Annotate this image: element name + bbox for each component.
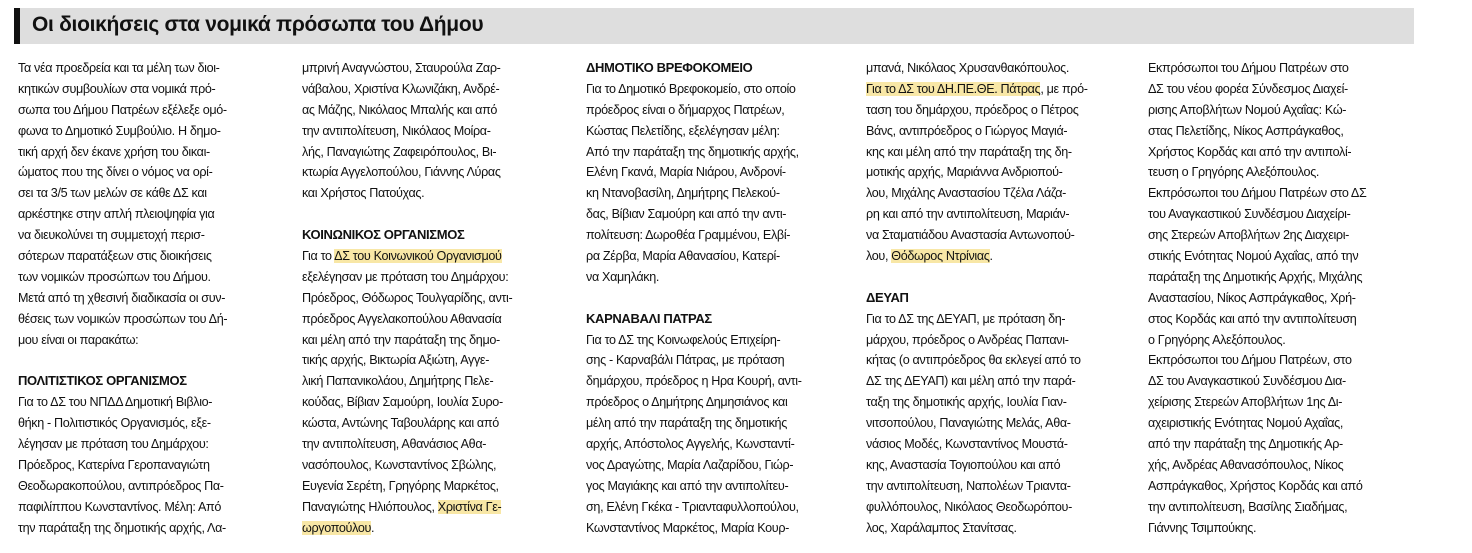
- text-line: δας, Βίβιαν Σαμούρη και από την αντι-: [586, 207, 787, 222]
- text-line: Για το ΔΣ του ΝΠΔΔ Δημοτική Βιβλιο-: [18, 395, 213, 410]
- text-line: ο Γρηγόρης Αλεξόπουλος.: [1148, 332, 1286, 347]
- paragraph-gap: [302, 204, 572, 225]
- text-line: νάβαλου, Χριστίνα Κλωνιζάκη, Ανδρέ-: [302, 81, 500, 96]
- text-line: να διευκολύνει τη συμμετοχή περισ-: [18, 228, 205, 243]
- text-line: ρισης Αποβλήτων Νομού Αχαΐας: Κώ-: [1148, 102, 1347, 117]
- text-line: Μετά από τη χθεσινή διαδικασία οι συν-: [18, 290, 226, 305]
- paragraph: [18, 58, 288, 350]
- text-line: λου, Θόδωρος Ντρίνιας.: [866, 249, 993, 264]
- text-line: Παναγιώτης Ηλιόπουλος, Χριστίνα Γε-: [302, 499, 502, 514]
- text-line: μπανά, Νικόλαος Χρυσανθακόπουλος.: [866, 61, 1069, 75]
- text-line: νασόπουλος, Κωνσταντίνος Σβώλης,: [302, 457, 497, 472]
- text-line: αρχής, Απόστολος Αγγελής, Κωνσταντί-: [586, 437, 795, 452]
- text-line: μου είναι οι παρακάτω:: [18, 332, 139, 347]
- text-line: Πρόεδρος, Θόδωρος Τουλγαρίδης, αντι-: [302, 290, 513, 305]
- text-line: Εκπρόσωποι του Δήμου Πατρέων, στο: [1148, 353, 1352, 368]
- text-line: Για το ΔΣ της ΔΕΥΑΠ, με πρόταση δη-: [866, 311, 1066, 326]
- text-line: Θεοδωρακοπούλου, αντιπρόεδρος Πα-: [18, 478, 224, 493]
- text-line: λου, Μιχάλης Αναστασίου Τζέλα Λάζα-: [866, 186, 1067, 201]
- paragraph: [302, 58, 572, 204]
- section-heading: ΚΟΙΝΩΝΙΚΟΣ ΟΡΓΑΝΙΣΜΟΣ: [302, 227, 465, 243]
- paragraph: [866, 58, 1136, 267]
- text-line: Αναστασίου, Νίκος Ασπράγκαθος, Χρή-: [1148, 290, 1356, 305]
- highlighted-text: Για το ΔΣ του ΔΗ.ΠΕ.ΘΕ. Πάτρας: [866, 81, 1041, 96]
- article-title: Οι διοικήσεις στα νομικά πρόσωπα του Δήμου: [32, 13, 484, 36]
- article-header: [14, 8, 1414, 44]
- text-line: σης - Καρναβάλι Πάτρας, με πρόταση: [586, 353, 785, 368]
- text-line: ΔΣ της ΔΕΥΑΠ) και μέλη από την παρά-: [866, 374, 1076, 389]
- text-line: και Χρήστος Πατούχας.: [302, 186, 425, 201]
- text-line: λής, Παναγιώτης Ζαφειρόπουλος, Βι-: [302, 144, 497, 159]
- text-line: πρόεδρος Αγγελακοπούλου Αθανασία: [302, 311, 502, 326]
- text-line: φωνα το Δημοτικό Συμβούλιο. Η δημο-: [18, 123, 221, 138]
- article-column-3: [586, 58, 856, 538]
- text-line: τικής αρχής, Βικτωρία Αξιώτη, Αγγε-: [302, 353, 490, 368]
- text-line: μπρινή Αναγνώστου, Σταυρούλα Ζαρ-: [302, 61, 501, 75]
- text-line: αρκέστηκε στην απλή πλειοψηφία για: [18, 207, 215, 222]
- section-heading: ΚΑΡΝΑΒΑΛΙ ΠΑΤΡΑΣ: [586, 310, 712, 326]
- paragraph-gap: [586, 288, 856, 309]
- text-line: λική Παπανικολάου, Δημήτρης Πελε-: [302, 374, 494, 389]
- text-line: κης και μέλη από την παράταξη της δη-: [866, 144, 1072, 159]
- text-line: την αντιπολίτευση, Αθανάσιος Αθα-: [302, 437, 487, 452]
- text-line: μέλη από την παράταξη της δημοτικής: [586, 416, 787, 431]
- text-line: Κωνσταντίνος Μαρκέτος, Μαρία Κουρ-: [586, 520, 789, 535]
- text-line: Εκπρόσωποι του Δήμου Πατρέων στο: [1148, 61, 1349, 75]
- text-line: ταση του δημάρχου, πρόεδρος ο Πέτρος: [866, 102, 1079, 117]
- text-line: Βάνς, αντιπρόεδρος ο Γιώργος Μαγιά-: [866, 123, 1068, 138]
- text-line: Για το ΔΣ του Κοινωνικού Οργανισμού: [302, 249, 502, 264]
- text-line: σης Στερεών Αποβλήτων 2ης Διαχειρι-: [1148, 228, 1350, 243]
- text-line: κώστα, Αντώνης Ταβουλάρης και από: [302, 416, 499, 431]
- text-line: παράταξη της Δημοτικής Αρχής, Μιχάλης: [1148, 269, 1363, 284]
- text-line: Για το ΔΣ της Κοινωφελούς Επιχείρη-: [586, 332, 781, 347]
- highlighted-text: Χριστίνα Γε-: [437, 499, 502, 514]
- section-heading: ΠΟΛΙΤΙΣΤΙΚΟΣ ΟΡΓΑΝΙΣΜΟΣ: [18, 373, 187, 389]
- text-line: δημάρχου, πρόεδρος η Ηρα Κουρή, αντι-: [586, 374, 802, 389]
- article-column-1: [18, 58, 288, 538]
- text-line: ωργοπούλου.: [302, 520, 375, 535]
- text-line: κούδας, Βίβιαν Σαμούρη, Ιουλία Συρο-: [302, 395, 503, 410]
- text-line: Ασπράγκαθος, Χρήστος Κορδάς και από: [1148, 478, 1363, 493]
- text-line: χείρισης Στερεών Αποβλήτων 1ης Δι-: [1148, 395, 1343, 410]
- text-line: ώματος που της δίνει ο νόμος να ορί-: [18, 165, 213, 180]
- paragraph: [866, 309, 1136, 539]
- text-line: να Σταματιάδου Αναστασία Αντωνοπού-: [866, 228, 1075, 243]
- article-column-4: [866, 58, 1136, 538]
- text-line: χής, Ανδρέας Αθανασόπουλος, Νίκος: [1148, 457, 1344, 472]
- text-line: γος Μαγιάκης και από την αντιπολίτευ-: [586, 478, 789, 493]
- text-line: λος, Χαράλαμπος Στανίτσας.: [866, 520, 1017, 535]
- paragraph: [18, 392, 288, 538]
- text-line: Γιάννης Τσιμπούκης.: [1148, 520, 1257, 535]
- text-line: Κώστας Πελετίδης, εξελέγησαν μέλη:: [586, 123, 780, 138]
- text-line: κης, Αναστασία Τογιοπούλου και από: [866, 457, 1061, 472]
- text-line: την αντιπολίτευση, Ναπολέων Τριαντα-: [866, 478, 1071, 493]
- text-line: την αντιπολίτευση, Νικόλαος Μοίρα-: [302, 123, 491, 138]
- text-line: νος Δραγώτης, Μαρία Λαζαρίδου, Γιώρ-: [586, 457, 794, 472]
- text-line: Τα νέα προεδρεία και τα μέλη των διοι-: [18, 61, 220, 75]
- text-line: τική αρχή δεν έκανε χρήση του δικαι-: [18, 144, 210, 159]
- text-line: Χρήστος Κορδάς και από την αντιπολί-: [1148, 144, 1352, 159]
- text-line: σωπα του Δήμου Πατρέων εξέλεξε ομό-: [18, 102, 227, 117]
- paragraph-gap: [18, 350, 288, 371]
- text-line: μάρχου, πρόεδρος ο Ανδρέας Παπανι-: [866, 332, 1069, 347]
- highlighted-text: ωργοπούλου: [302, 520, 372, 535]
- text-line: νάσιος Μοδές, Κωνσταντίνος Μουστά-: [866, 437, 1068, 452]
- text-line: την παράταξη της δημοτικής αρχής, Λα-: [18, 520, 226, 535]
- text-line: τευση ο Γρηγόρης Αλεξόπουλος.: [1148, 165, 1320, 180]
- text-line: Πρόεδρος, Κατερίνα Γεροπαναγιώτη: [18, 457, 210, 472]
- article-column-5: [1148, 58, 1418, 538]
- text-line: την αντιπολίτευση, Βασίλης Σιαδήμας,: [1148, 499, 1348, 514]
- text-line: μοτικής αρχής, Μαριάννα Ανδριοπού-: [866, 165, 1063, 180]
- text-line: ταξη της δημοτικής αρχής, Ιουλία Γιαν-: [866, 395, 1067, 410]
- text-line: Από την παράταξη της δημοτικής αρχής,: [586, 144, 799, 159]
- text-line: παφιλίππου Κωνσταντίνος. Μέλη: Από: [18, 499, 222, 514]
- text-line: λέγησαν με πρόταση του Δημάρχου:: [18, 437, 209, 452]
- text-line: Ελένη Γκανά, Μαρία Νιάρου, Ανδρονί-: [586, 165, 786, 180]
- text-line: Ευγενία Σερέτη, Γρηγόρης Μαρκέτος,: [302, 478, 499, 493]
- text-line: κήτας (ο αντιπρόεδρος θα εκλεγεί από το: [866, 353, 1081, 368]
- text-line: στος Κορδάς και από την αντιπολίτευση: [1148, 311, 1357, 326]
- highlighted-text: ΔΣ του Κοινωνικού Οργανισμού: [334, 249, 502, 264]
- text-line: εξελέγησαν με πρόταση του Δημάρχου:: [302, 269, 509, 284]
- paragraph-gap: [866, 267, 1136, 288]
- text-line: από την παράταξη της Δημοτικής Αρ-: [1148, 437, 1343, 452]
- text-line: των νομικών προσώπων του Δήμου.: [18, 269, 211, 284]
- paragraph: [302, 246, 572, 538]
- text-line: νιτσοπούλου, Παναγιώτης Μελάς, Αθα-: [866, 416, 1071, 431]
- text-line: κη Ντανοβασίλη, Δημήτρης Πελεκού-: [586, 186, 780, 201]
- text-line: ρη και από την αντιπολίτευση, Μαριάν-: [866, 207, 1070, 222]
- text-line: θήκη - Πολιτιστικός Οργανισμός, εξε-: [18, 416, 211, 431]
- text-line: θέσεις των νομικών προσώπων του Δή-: [18, 311, 228, 326]
- text-line: ρα Ζέρβα, Μαρία Αθανασίου, Κατερί-: [586, 249, 780, 264]
- paragraph: [1148, 58, 1418, 538]
- text-line: φυλλόπουλος, Νικόλαος Θεοδωρόπου-: [866, 499, 1072, 514]
- text-line: πρόεδρος είναι ο δήμαρχος Πατρέων,: [586, 102, 785, 117]
- text-line: Για το ΔΣ του ΔΗ.ΠΕ.ΘΕ. Πάτρας, με πρό-: [866, 81, 1088, 96]
- text-line: κτωρία Αγγελοπούλου, Γιάννης Λύρας: [302, 165, 501, 180]
- section-heading: ΔΕΥΑΠ: [866, 289, 909, 305]
- text-line: ση, Ελένη Γκέκα - Τριανταφυλλοπούλου,: [586, 499, 799, 514]
- text-line: κητικών συμβουλίων στα νομικά πρό-: [18, 81, 216, 96]
- text-line: του Αναγκαστικού Συνδέσμου Διαχείρι-: [1148, 207, 1351, 222]
- paragraph: [586, 330, 856, 539]
- text-line: πολίτευση: Δωροθέα Γραμμένου, Ελβί-: [586, 228, 791, 243]
- highlighted-text: Θόδωρος Ντρίνιας: [891, 249, 990, 264]
- text-line: στικής Ενότητας Νομού Αχαΐας, από την: [1148, 249, 1359, 264]
- text-line: σότερων παρατάξεων στις διοικήσεις: [18, 249, 212, 264]
- article-column-2: [302, 58, 572, 538]
- text-line: να Χαμηλάκη.: [586, 269, 660, 284]
- section-heading: ΔΗΜΟΤΙΚΟ ΒΡΕΦΟΚΟΜΕΙΟ: [586, 60, 753, 75]
- text-line: στας Πελετίδης, Νίκος Ασπράγκαθος,: [1148, 123, 1344, 138]
- text-line: ας Μάζης, Νικόλαος Μπαλής και από: [302, 102, 498, 117]
- text-line: πρόεδρος ο Δημήτρης Δημησιάνος και: [586, 395, 788, 410]
- paragraph: [586, 79, 856, 288]
- text-line: Εκπρόσωποι του Δήμου Πατρέων στο ΔΣ: [1148, 186, 1367, 201]
- text-line: σει τα 3/5 των μελών σε κάθε ΔΣ και: [18, 186, 207, 201]
- text-line: ΔΣ του νέου φορέα Σύνδεσμος Διαχεί-: [1148, 81, 1348, 96]
- text-line: Για το Δημοτικό Βρεφοκομείο, στο οποίο: [586, 81, 796, 96]
- text-line: ΔΣ του Αναγκαστικού Συνδέσμου Δια-: [1148, 374, 1346, 389]
- text-line: και μέλη από την παράταξη της δημο-: [302, 332, 500, 347]
- text-line: αχειριστικής Ενότητας Νομού Αχαΐας,: [1148, 416, 1343, 431]
